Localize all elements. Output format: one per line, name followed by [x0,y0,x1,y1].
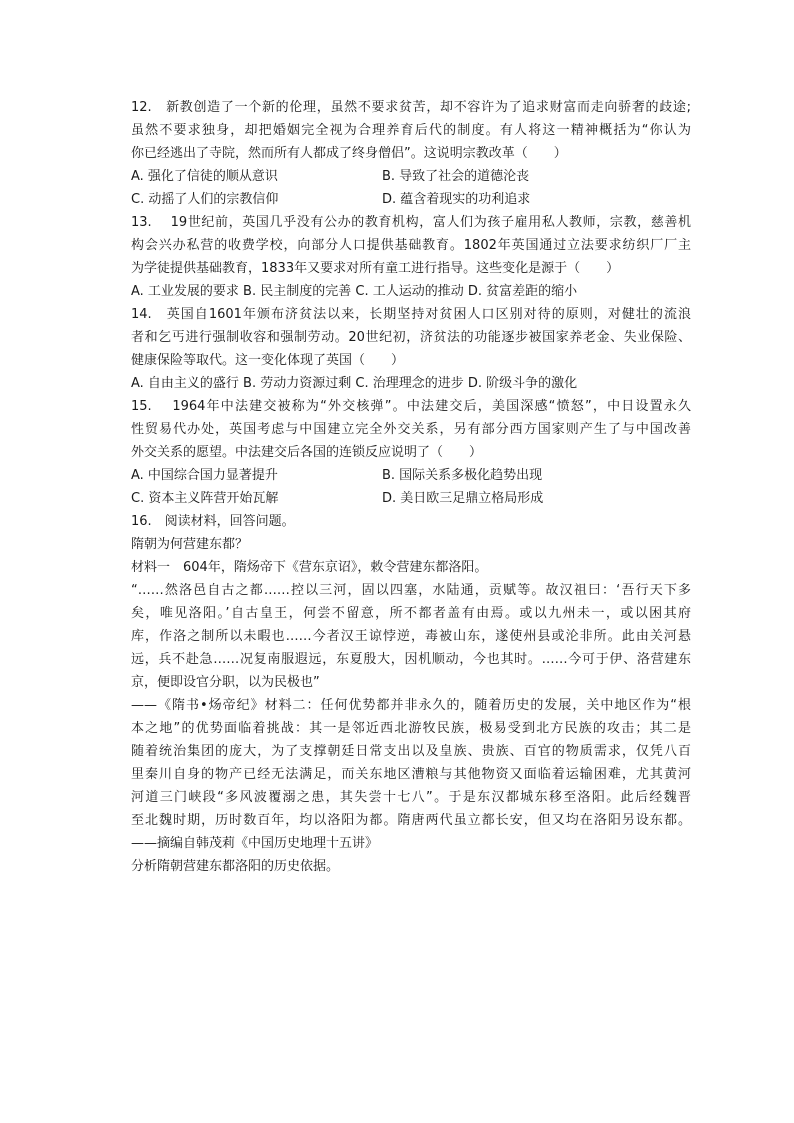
option-item: D. 美日欧三足鼎立格局形成 [382,491,544,506]
text-line: 至北魏时期，历时数百年，均以洛阳为都。隋唐两代虽立都长安，但又均在洛阳另设东都。 [131,813,691,828]
text-line: 外交关系的愿望。中法建交后各国的连锁反应说明了（ ） [131,445,483,460]
text-line: 本之地”的优势面临着挑战：其一是邻近西北游牧民族，极易受到北方民族的攻击；其二是 [131,721,691,736]
text-line: 为学徒提供基础教育，1833年又要求对所有童工进行指导。这些变化是源于（ ） [131,261,620,276]
text-line: 性贸易代办处，英国考虑与中国建立完全外交关系，另有部分西方国家则产生了与中国改善 [131,422,691,437]
text-line: 你已经逃出了寺院，然而所有人都成了终身僧侣”。这说明宗教改革（ ） [131,146,567,161]
option-item: B. 导致了社会的道德沦丧 [382,169,530,184]
text-line: 材料一 604年，隋炀帝下《营东京诏》，敕令营建东都洛阳。 [131,560,488,575]
exam-content [131,96,691,878]
text-line: A. 自由主义的盛行 B. 劳动力资源过剩 C. 治理理念的进步 D. 阶级斗争的激化 [131,376,578,391]
text-line: 健康保险等取代。这一变化体现了英国（ ） [131,353,405,368]
text-line: 隋朝为何营建东都？ [131,537,249,552]
text-line: 虽然不要求独身，却把婚姻完全视为合理养育后代的制度。有人将这一精神概括为“你认为 [131,123,691,138]
text-line: ——《隋书•炀帝纪》材料二：任何优势都并非永久的，随着历史的发展，关中地区作为“根 [131,698,691,713]
option-item: C. 动摇了人们的宗教信仰 [131,192,279,207]
option-item: B. 国际关系多极化趋势出现 [382,468,543,483]
text-line: 随着统治集团的庞大，为了支撑朝廷日常支出以及皇族、贵族、百官的物质需求，仅凭八百 [131,744,691,759]
text-line: 里秦川自身的物产已经无法满足，而关东地区漕粮与其他物资又面临着运输困难，尤其黄河 [131,767,691,782]
text-line: 者和乞丐进行强制收容和强制劳动。20世纪初，济贫法的功能逐步被国家养老金、失业保险、 [131,330,691,345]
option-item: A. 强化了信徒的顺从意识 [131,169,278,184]
text-line: 远，兵不赴急……况复南服遐远，东夏殷大，因机顺动，今也其时。……今可于伊、洛营建东 [131,652,691,667]
option-row [131,165,691,188]
text-line: 12. 新教创造了一个新的伦理，虽然不要求贫苦，却不容许为了追求财富而走向骄奢的歧途; [131,100,691,115]
text-line: 矣，唯见洛阳。’自古皇王，何尝不留意，所不都者盖有由焉。或以九州未一，或以困其府 [131,606,691,621]
option-row [131,487,691,510]
option-row [131,188,691,211]
option-item: C. 资本主义阵营开始瓦解 [131,491,279,506]
text-line: 14. 英国自1601年颁布济贫法以来，长期坚持对贫困人口区别对待的原则，对健壮的流浪 [131,307,691,322]
text-line: 河道三门峡段“多风波覆溺之患，其失尝十七八”。于是东汉都城东移至洛阳。此后经魏晋 [131,790,691,805]
text-line: A. 工业发展的要求 B. 民主制度的完善 C. 工人运动的推动 D. 贫富差距的缩小 [131,284,578,299]
text-line: “……然洛邑自古之都……控以三河，固以四塞，水陆通，贡赋等。故汉祖曰：‘吾行天下多 [131,583,691,598]
text-line: 13. 19世纪前，英国几乎没有公办的教育机构，富人们为孩子雇用私人教师，宗教，慈善机 [131,215,691,230]
option-item: A. 中国综合国力显著提升 [131,468,278,483]
text-line: 京，便即设官分职，以为民极也” [131,675,320,690]
text-line: 16. 阅读材料，回答问题。 [131,514,295,529]
text-line: ——摘编自韩茂莉《中国历史地理十五讲》 [131,836,379,851]
text-line: 构会兴办私营的收费学校，向部分人口提供基础教育。1802年英国通过立法要求纺织厂厂主 [131,238,691,253]
option-item: D. 蕴含着现实的功利追求 [382,192,531,207]
option-row [131,464,691,487]
text-line: 分析隋朝营建东都洛阳的历史依据。 [131,859,340,874]
text-line: 库，作洛之制所以未暇也……今者汉王谅悖逆，毒被山东，遂使州县或沦非所。此由关河悬 [131,629,691,644]
text-line: 15. 1964年中法建交被称为“外交核弹”。中法建交后，美国深感“愤怒”，中日设置永久 [131,399,691,414]
